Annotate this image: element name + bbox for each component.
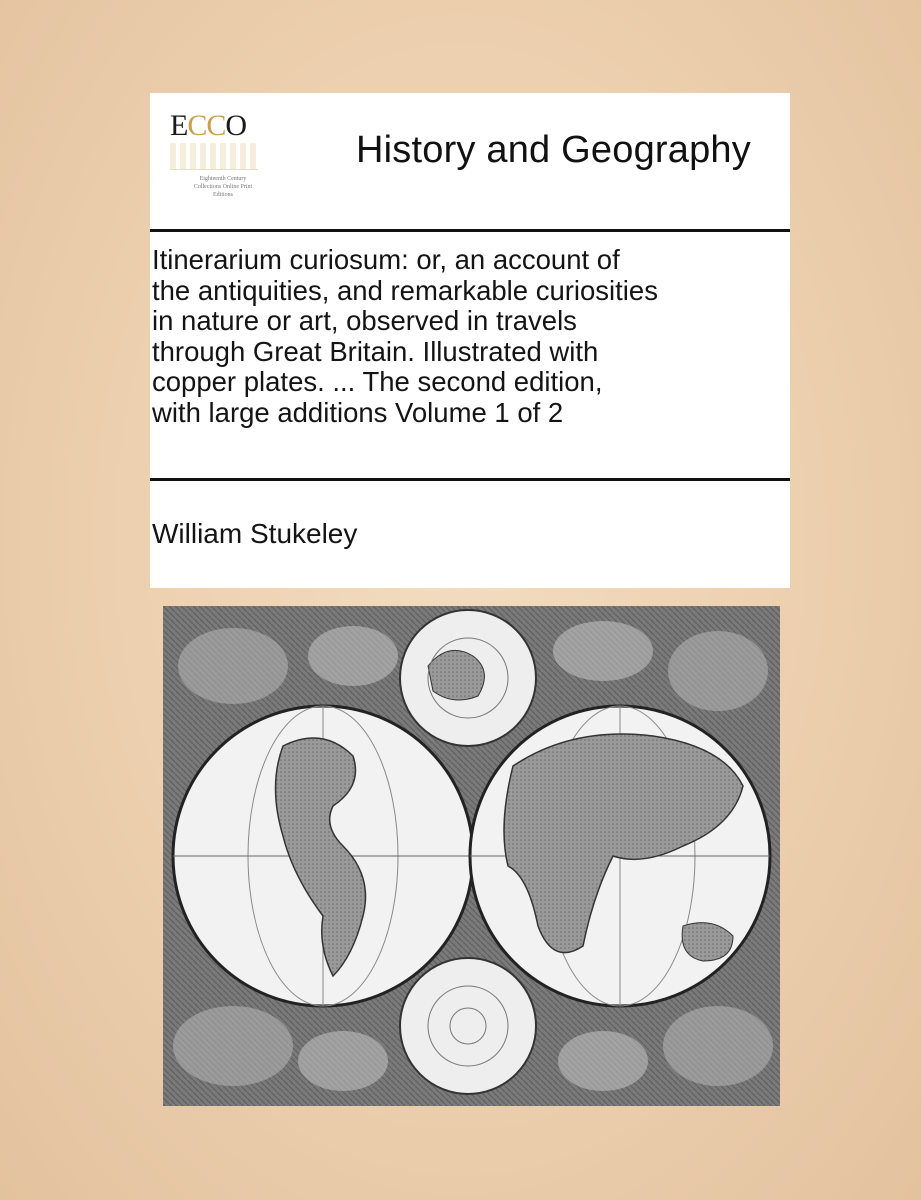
logo-caption: Eighteenth Century Collections Online Print Editions xyxy=(193,176,253,198)
logo-letters: ECCO xyxy=(170,109,247,142)
small-globe-top xyxy=(400,610,536,746)
series-title: History and Geography xyxy=(356,129,751,171)
ecco-logo xyxy=(166,105,266,215)
title-line: with large additions Volume 1 of 2 xyxy=(152,396,564,428)
title-line: Itinerarium curiosum: or, an account of xyxy=(152,244,620,275)
logo-ornament xyxy=(170,143,258,170)
book-title xyxy=(152,245,788,428)
western-hemisphere xyxy=(173,706,473,1006)
cover-panel xyxy=(150,93,790,588)
top-divider xyxy=(150,229,790,232)
eastern-hemisphere xyxy=(470,706,770,1006)
small-globe-bottom xyxy=(400,958,536,1094)
title-line: in nature or art, observed in travels xyxy=(152,305,577,336)
author-name: William Stukeley xyxy=(152,518,358,549)
world-map-engraving xyxy=(163,606,780,1106)
engraving-image xyxy=(163,606,780,1106)
bottom-divider xyxy=(150,478,790,481)
title-line: the antiquities, and remarkable curiosities xyxy=(152,274,658,306)
title-line: through Great Britain. Illustrated with xyxy=(152,335,599,367)
title-line: copper plates. ... The second edition, xyxy=(152,366,603,397)
